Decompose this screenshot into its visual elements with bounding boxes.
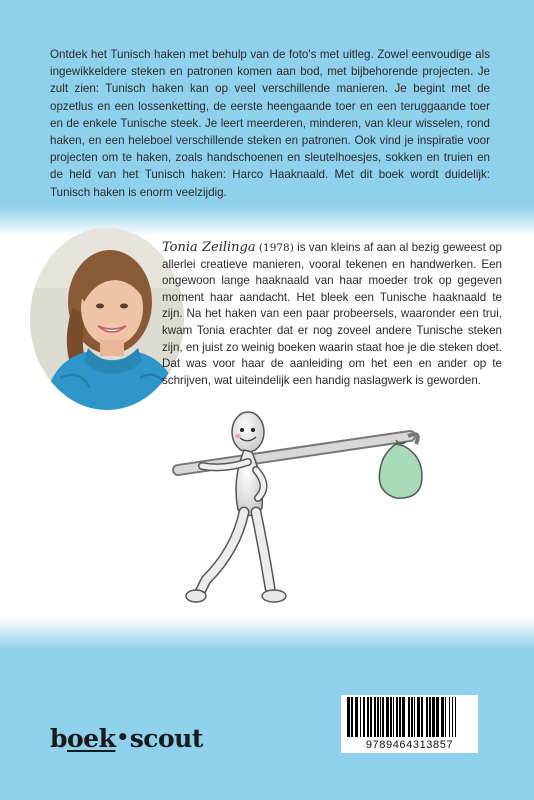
barcode-bar	[426, 697, 428, 737]
barcode-bar	[367, 697, 369, 737]
barcode-bar	[455, 697, 456, 737]
barcode-bar	[441, 697, 444, 737]
barcode-bar	[408, 697, 410, 737]
barcode-bar	[380, 697, 381, 737]
illustration	[160, 400, 440, 615]
barcode-bar	[351, 697, 353, 737]
barcode-bar	[390, 697, 392, 737]
barcode-bar	[360, 697, 361, 737]
barcode-bar	[402, 697, 405, 737]
author-name: Tonia Zeilinga	[162, 240, 256, 255]
barcode-bar	[355, 697, 358, 737]
barcode-bar	[432, 697, 435, 737]
author-portrait-icon	[30, 228, 184, 410]
logo-text-oek: oek	[66, 724, 116, 753]
barcode-bar	[374, 697, 376, 737]
isbn-barcode	[341, 695, 478, 753]
barcode-icon	[341, 695, 478, 739]
barcode-bar	[449, 697, 450, 737]
barcode-bar	[452, 697, 453, 737]
barcode-bar	[399, 697, 401, 737]
author-birth-year: (1978)	[258, 242, 294, 254]
barcode-bar	[429, 697, 431, 737]
logo-text-scout: scout	[129, 724, 203, 753]
barcode-bar	[417, 697, 420, 737]
book-blurb: Ontdek het Tunisch haken met behulp van de foto's met uitleg. Zowel eenvoudige als ingewikkeldere steken en patronen komen aan bod, met bijbehorende projecten. Je zult zien: Tunisch haken kan op veel verschillende manieren. Je begint met de opzetlus en een lossenketting, de eerste heengaande toer en een teruggaande toer en de enkele Tunische steek. Je leert meerderen, minderen, van kleur wisselen, rond haken, en een heleboel verschillende steken en patronen. Ook vind je inspiratie voor projecten om te haken, zoals handschoenen en sleutelhoesjes, sokken en truien en de held van het Tunisch haken: Harco Haaknaald. Met dit boek wordt duidelijk: Tunisch haken is enorm veelzijdig.	[50, 48, 490, 199]
barcode-bar	[382, 697, 384, 737]
barcode-bar	[347, 697, 350, 737]
barcode-bar	[370, 697, 372, 737]
author-bio-text: is van kleins af aan al bezig geweest op allerlei creatieve manieren, vooral tekenen en handwerken. Een ongewoon lange haaknaald van haar moeder trok op gegeven moment haar aandacht. Het bleek een Tunische haaknaald te zijn. Na het haken van een paar probeersels, waaronder een trui, kwam Tonia erachter dat er nog zoveel andere Tunische steken zijn, en juist zo weinig boeken waarin staat hoe je die steken doet. Dat was voor haar de aanleiding om het een en ander op te schrijven, wat uiteindelijk een handig naslagwerk is geworden.	[162, 241, 502, 387]
publisher-logo	[50, 724, 203, 753]
barcode-bar	[386, 697, 389, 737]
barcode-bar	[377, 697, 379, 737]
logo-separator: •	[116, 725, 129, 749]
logo-text-b: b	[50, 724, 67, 753]
barcode-bar	[363, 697, 365, 737]
barcode-bar	[414, 697, 415, 737]
author-photo	[30, 228, 184, 410]
author-bio	[162, 240, 502, 389]
barcode-bar	[411, 697, 413, 737]
barcode-bar	[445, 697, 446, 737]
barcode-bar	[421, 697, 423, 737]
barcode-bar	[436, 697, 439, 737]
barcode-bar	[396, 697, 398, 737]
isbn-number: 9789464313857	[365, 739, 454, 751]
stick-figure-with-crochet-hook-and-bundle-icon	[160, 400, 440, 615]
barcode-bar	[393, 697, 394, 737]
